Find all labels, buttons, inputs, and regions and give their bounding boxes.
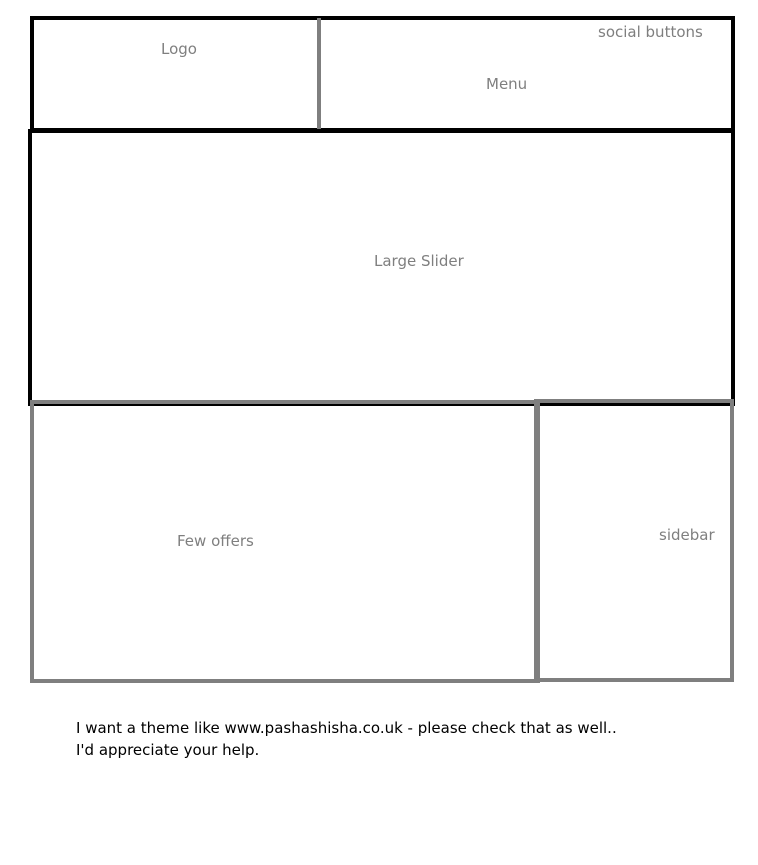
request-note (76, 717, 617, 761)
slider-label: Large Slider (374, 252, 464, 270)
logo-label: Logo (161, 40, 197, 58)
sidebar-label: sidebar (659, 526, 715, 544)
request-note-line-1: I want a theme like www.pashashisha.co.uk - please check that as well.. (76, 719, 617, 737)
menu-label: Menu (486, 75, 528, 93)
header-divider (317, 18, 321, 130)
offers-box (30, 400, 540, 683)
offers-label: Few offers (177, 532, 254, 550)
request-note-line-2: I'd appreciate your help. (76, 741, 260, 759)
social-buttons-label: social buttons (598, 23, 703, 41)
